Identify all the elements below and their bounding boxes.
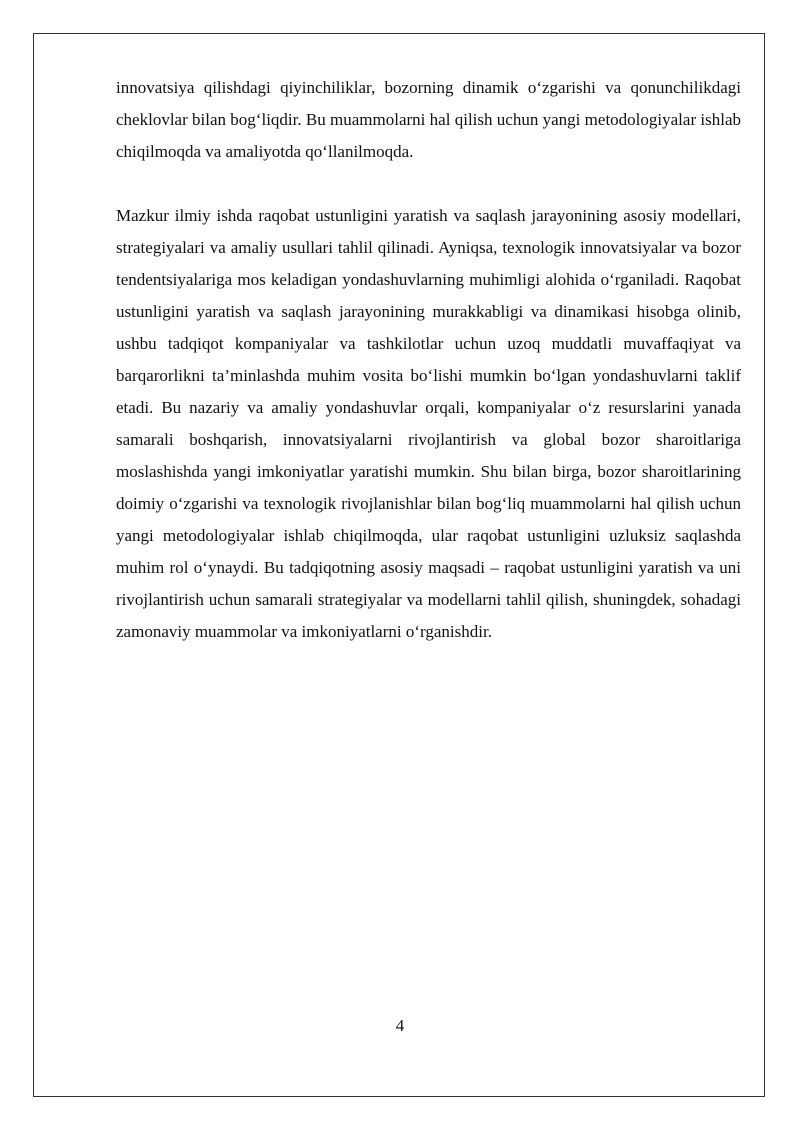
document-body: [116, 72, 741, 648]
paragraph: Mazkur ilmiy ishda raqobat ustunligini yaratish va saqlash jarayonining asosiy modellari, strategiyalari va amaliy usullari tahlil qilinadi. Ayniqsa, texnologik innovatsiyalar va bozor tendentsiyalariga mos keladigan yondashuvlarning muhimligi alohida o‘rganiladi. Raqobat ustunligini yaratish va saqlash jarayonining murakkabligi va dinamikasi hisobga olinib, ushbu tadqiqot kompaniyalar va tashkilotlar uchun uzoq muddatli muvaffaqiyat va barqarorlikni ta’minlashda muhim vosita bo‘lishi mumkin bo‘lgan yondashuvlarni taklif etadi. Bu nazariy va amaliy yondashuvlar orqali, kompaniyalar o‘z resurslarini yanada samarali boshqarish, innovatsiyalarni rivojlantirish va global bozor sharoitlariga moslashishda yangi imkoniyatlar yaratishi mumkin. Shu bilan birga, bozor sharoitlarining doimiy o‘zgarishi va texnologik rivojlanishlar bilan bog‘liq muammolarni hal qilish uchun yangi metodologiyalar ishlab chiqilmoqda, ular raqobat ustunligini uzluksiz saqlashda muhim rol o‘ynaydi. Bu tadqiqotning asosiy maqsadi – raqobat ustunligini yaratish va uni rivojlantirish uchun samarali strategiyalar va modellarni tahlil qilish, shuningdek, sohadagi zamonaviy muammolar va imkoniyatlarni o‘rganishdir.: [116, 206, 741, 641]
page-number: 4: [395, 1016, 405, 1035]
paragraph: innovatsiya qilishdagi qiyinchiliklar, bozorning dinamik o‘zgarishi va qonunchilikdagi cheklovlar bilan bog‘liqdir. Bu muammolarni hal qilish uchun yangi metodologiyalar ishlab chiqilmoqda va amaliyotda qo‘llanilmoqda.: [116, 78, 741, 161]
